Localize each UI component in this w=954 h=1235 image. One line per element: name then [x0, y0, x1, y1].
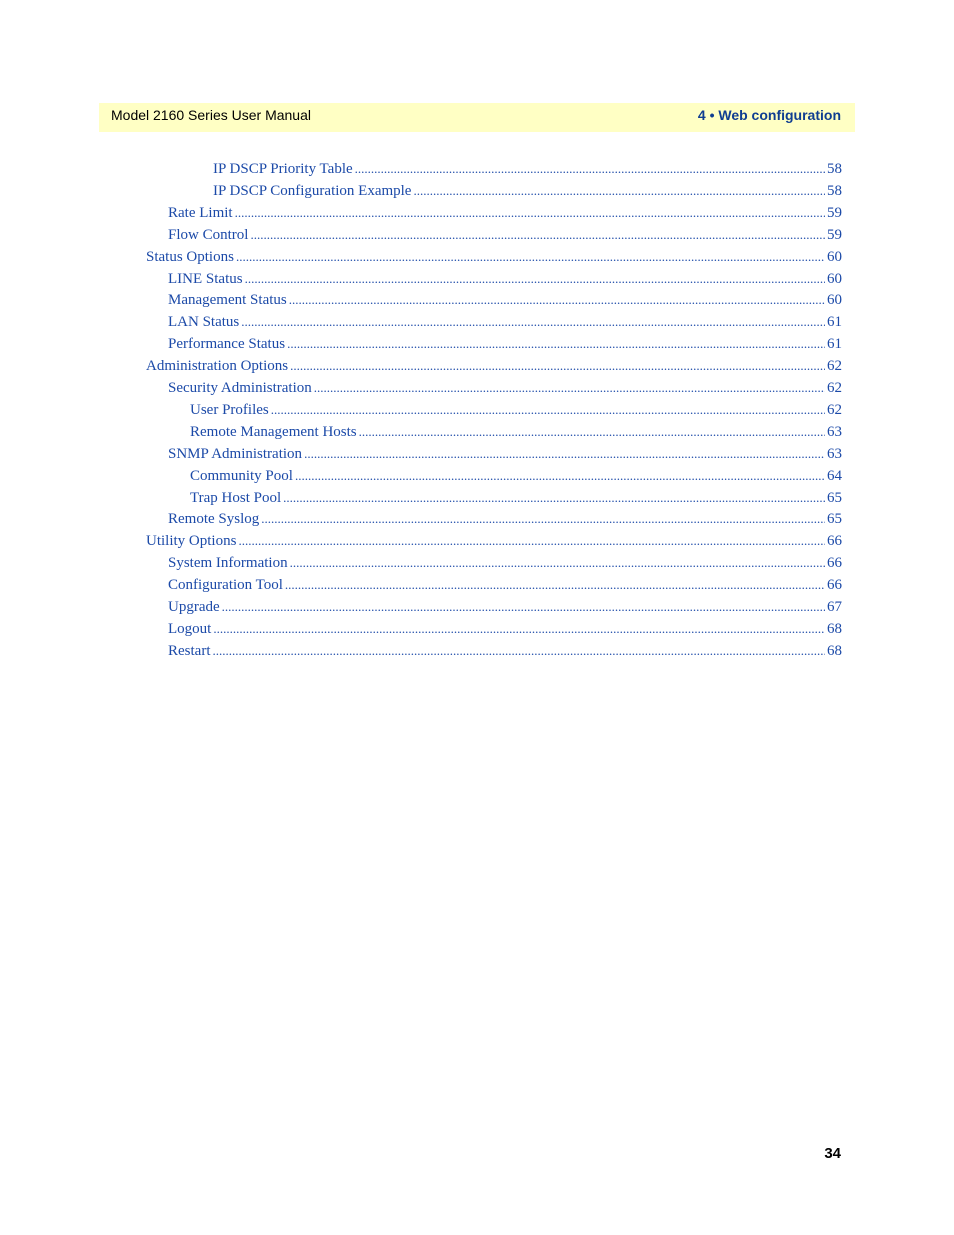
toc-entry-page[interactable]: 62: [827, 401, 842, 418]
toc-entry-title[interactable]: Rate Limit: [168, 204, 233, 221]
dot-leader: [222, 599, 825, 615]
toc-entry-title[interactable]: Utility Options: [146, 533, 237, 550]
toc-entry-title[interactable]: IP DSCP Configuration Example: [213, 182, 412, 199]
toc-entry[interactable]: [168, 271, 842, 293]
dot-leader: [314, 380, 825, 396]
dot-leader: [295, 468, 825, 484]
toc-entry[interactable]: [168, 577, 842, 599]
toc-entry[interactable]: [168, 643, 842, 665]
toc-entry[interactable]: [190, 424, 842, 446]
toc-entry[interactable]: [146, 358, 842, 380]
dot-leader: [359, 424, 825, 440]
toc-entry[interactable]: [168, 621, 842, 643]
dot-leader: [287, 336, 825, 352]
toc-entry-title[interactable]: Management Status: [168, 292, 287, 309]
toc-entry-title[interactable]: SNMP Administration: [168, 445, 303, 462]
toc-entry[interactable]: [146, 249, 842, 271]
toc-entry[interactable]: [168, 205, 842, 227]
dot-leader: [235, 205, 825, 221]
toc-entry-page[interactable]: 61: [827, 314, 842, 331]
toc-entry[interactable]: [190, 490, 842, 512]
toc-entry[interactable]: [146, 533, 842, 555]
toc-entry[interactable]: [213, 161, 842, 183]
running-header: [99, 103, 855, 132]
dot-leader: [245, 271, 825, 287]
toc-entry-page[interactable]: 58: [827, 182, 842, 199]
toc-entry-title[interactable]: Logout: [168, 620, 212, 637]
toc-entry-page[interactable]: 59: [827, 204, 842, 221]
toc-entry[interactable]: [168, 511, 842, 533]
toc-entry-page[interactable]: 66: [827, 533, 842, 550]
toc-entry-page[interactable]: 62: [827, 380, 842, 396]
toc-entry-title[interactable]: Community Pool: [190, 467, 293, 484]
dot-leader: [304, 446, 825, 462]
toc-entry-title[interactable]: Status Options: [146, 248, 234, 265]
toc-entry-title[interactable]: Restart: [168, 642, 211, 659]
toc-entry[interactable]: [168, 336, 842, 358]
toc-entry-title[interactable]: Security Administration: [168, 380, 312, 396]
toc-entry-title[interactable]: System Information: [168, 555, 288, 572]
dot-leader: [285, 577, 825, 593]
dot-leader: [213, 621, 825, 637]
toc-entry-title[interactable]: LAN Status: [168, 314, 240, 331]
toc-entry-title[interactable]: IP DSCP Priority Table: [213, 161, 353, 177]
toc-entry-page[interactable]: 59: [827, 226, 842, 243]
toc-entry-page[interactable]: 60: [827, 248, 842, 265]
toc-entry[interactable]: [168, 380, 842, 402]
toc-entry-title[interactable]: Remote Management Hosts: [190, 423, 357, 440]
toc-entry-page[interactable]: 63: [827, 423, 842, 440]
toc-entry-title[interactable]: User Profiles: [190, 401, 269, 418]
toc-entry-title[interactable]: Upgrade: [168, 599, 220, 615]
dot-leader: [283, 490, 825, 506]
toc-entry-title[interactable]: Configuration Tool: [168, 577, 283, 594]
toc-entry-page[interactable]: 66: [827, 577, 842, 594]
toc-entry-title[interactable]: Trap Host Pool: [190, 489, 282, 506]
toc-entry-page[interactable]: 63: [827, 445, 842, 462]
toc-entry[interactable]: [168, 446, 842, 468]
toc-entry-page[interactable]: 68: [827, 620, 842, 637]
dot-leader: [261, 511, 825, 527]
dot-leader: [271, 402, 825, 418]
toc-entry[interactable]: [190, 402, 842, 424]
dot-leader: [413, 183, 825, 199]
toc-entry-page[interactable]: 60: [827, 292, 842, 309]
toc-entry-page[interactable]: 68: [827, 642, 842, 659]
toc-entry-page[interactable]: 64: [827, 467, 842, 484]
toc-entry-title[interactable]: Remote Syslog: [168, 511, 260, 528]
dot-leader: [213, 643, 826, 659]
toc-entry-page[interactable]: 60: [827, 270, 842, 287]
dot-leader: [236, 249, 825, 265]
toc-entry-title[interactable]: Administration Options: [146, 358, 289, 375]
toc-entry-page[interactable]: 65: [827, 489, 842, 506]
toc-entry-page[interactable]: 66: [827, 555, 842, 572]
toc-entry-title[interactable]: Performance Status: [168, 336, 286, 353]
dot-leader: [290, 555, 825, 571]
manual-title: Model 2160 Series User Manual: [111, 107, 311, 123]
chapter-title: 4 • Web configuration: [697, 107, 841, 123]
toc-entry[interactable]: [168, 227, 842, 249]
dot-leader: [250, 227, 825, 243]
dot-leader: [290, 358, 825, 374]
toc-entry-title[interactable]: Flow Control: [168, 226, 249, 243]
toc-entry[interactable]: [168, 555, 842, 577]
dot-leader: [289, 292, 825, 308]
toc-entry-page[interactable]: 62: [827, 358, 842, 375]
toc-entry-page[interactable]: 58: [827, 161, 842, 177]
dot-leader: [355, 161, 825, 177]
toc-entry-page[interactable]: 65: [827, 511, 842, 528]
toc-entry[interactable]: [213, 183, 842, 205]
toc-entry[interactable]: [168, 599, 842, 621]
dot-leader: [241, 314, 825, 330]
toc-entry-page[interactable]: 61: [827, 336, 842, 353]
toc-entry[interactable]: [190, 468, 842, 490]
toc-entry[interactable]: [168, 292, 842, 314]
page-number: 34: [824, 1145, 841, 1162]
toc-entry-title[interactable]: LINE Status: [168, 270, 243, 287]
toc-entry-page[interactable]: 67: [827, 599, 842, 615]
toc-entry[interactable]: [168, 314, 842, 336]
dot-leader: [238, 533, 825, 549]
